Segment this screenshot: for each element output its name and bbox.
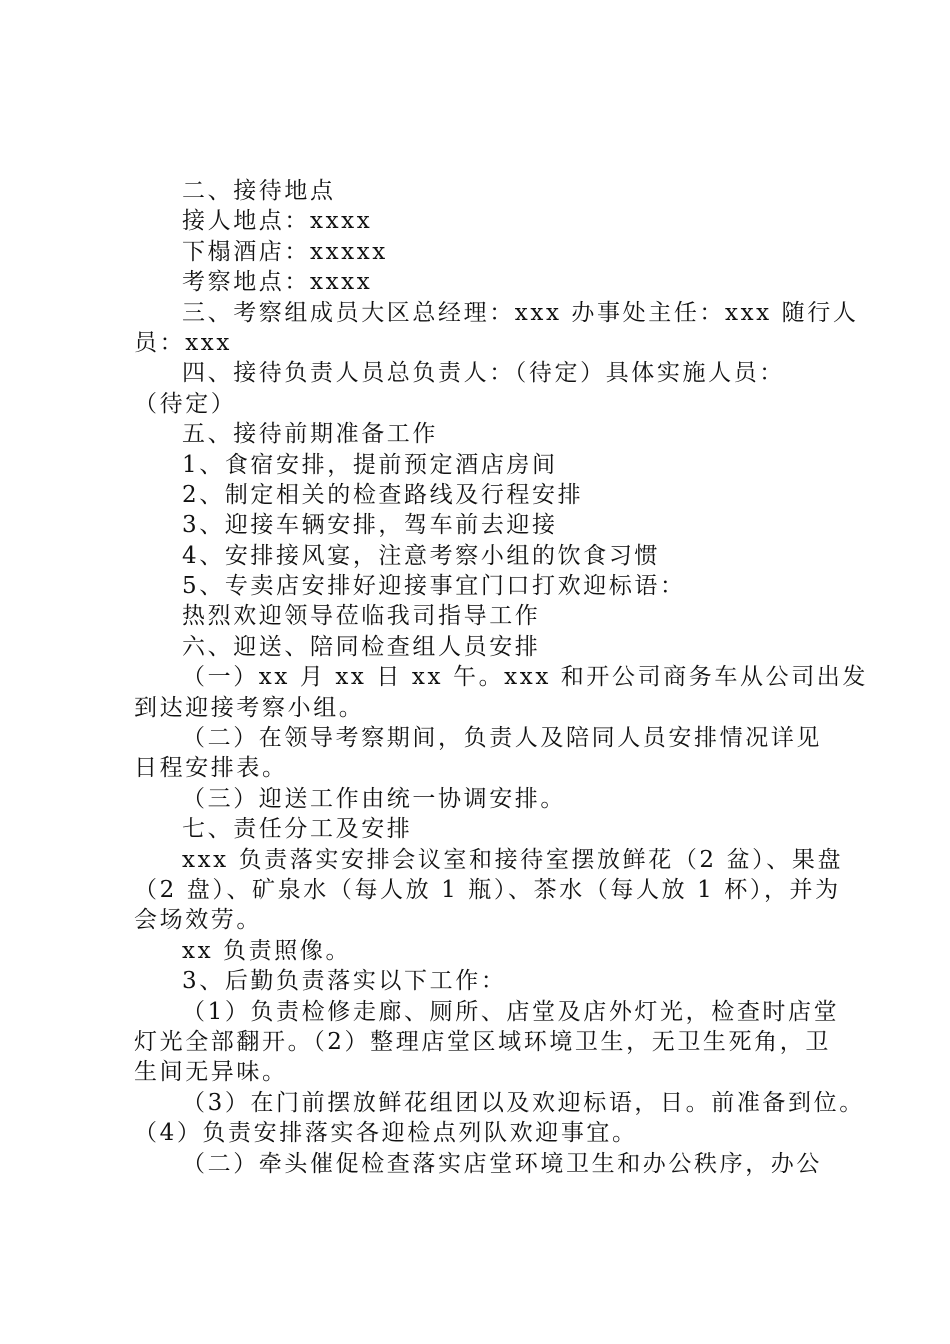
paragraph-line: （待定） [134, 391, 237, 417]
list-item: 4、安排接风宴，注意考察小组的饮食习惯 [182, 543, 661, 569]
paragraph-line: （二）在领导考察期间，负责人及陪同人员安排情况详见 [182, 725, 822, 751]
paragraph-line: xxx 负责落实安排会议室和接待室摆放鲜花（2 盆）、果盘 [182, 847, 844, 873]
list-item: 1、食宿安排，提前预定酒店房间 [182, 452, 558, 478]
paragraph-line: （一）xx 月 xx 日 xx 午。xxx 和开公司商务车从公司出发 [182, 664, 869, 690]
paragraph-line: 3、后勤负责落实以下工作： [182, 968, 507, 994]
list-item: 5、专卖店安排好迎接事宜门口打欢迎标语： [182, 573, 686, 599]
paragraph-line: （三）迎送工作由统一协调安排。 [182, 786, 566, 812]
paragraph-line: （4）负责安排落实各迎检点列队欢迎事宜。 [134, 1120, 638, 1146]
section-heading-3: 三、考察组成员大区总经理：xxx 办事处主任：xxx 随行人 [182, 300, 859, 326]
paragraph-line: 生间无异味。 [134, 1059, 288, 1085]
paragraph-line: 灯光全部翻开。（2）整理店堂区域环境卫生，无卫生死角，卫 [134, 1029, 831, 1055]
section-heading-2: 二、接待地点 [182, 178, 336, 204]
section-heading-6: 六、迎送、陪同检查组人员安排 [182, 634, 541, 660]
paragraph-line: 会场效劳。 [134, 907, 262, 933]
paragraph-line: 考察地点：xxxx [182, 269, 373, 295]
paragraph-line: （3）在门前摆放鲜花组团以及欢迎标语，日。前准备到位。 [182, 1090, 865, 1116]
paragraph-line: 日程安排表。 [134, 755, 288, 781]
paragraph-line: （二）牵头催促检查落实店堂环境卫生和办公秩序，办公 [182, 1151, 822, 1177]
list-item: 3、迎接车辆安排，驾车前去迎接 [182, 512, 558, 538]
list-item: 2、制定相关的检查路线及行程安排 [182, 482, 584, 508]
paragraph-line: 到达迎接考察小组。 [134, 695, 365, 721]
section-heading-4: 四、接待负责人员总负责人：（待定）具体实施人员： [182, 360, 785, 386]
paragraph-line: 接人地点：xxxx [182, 208, 373, 234]
paragraph-line: 下榻酒店：xxxxx [182, 239, 388, 265]
paragraph-line: 热烈欢迎领导莅临我司指导工作 [182, 603, 541, 629]
section-heading-5: 五、接待前期准备工作 [182, 421, 438, 447]
paragraph-line: （1）负责检修走廊、厕所、店堂及店外灯光，检查时店堂 [182, 999, 840, 1025]
paragraph-line: xx 负责照像。 [182, 938, 352, 964]
paragraph-line: 员：xxx [134, 330, 232, 356]
paragraph-line: （2 盘）、矿泉水（每人放 1 瓶）、茶水（每人放 1 杯），并为 [134, 877, 841, 903]
section-heading-7: 七、责任分工及安排 [182, 816, 413, 842]
